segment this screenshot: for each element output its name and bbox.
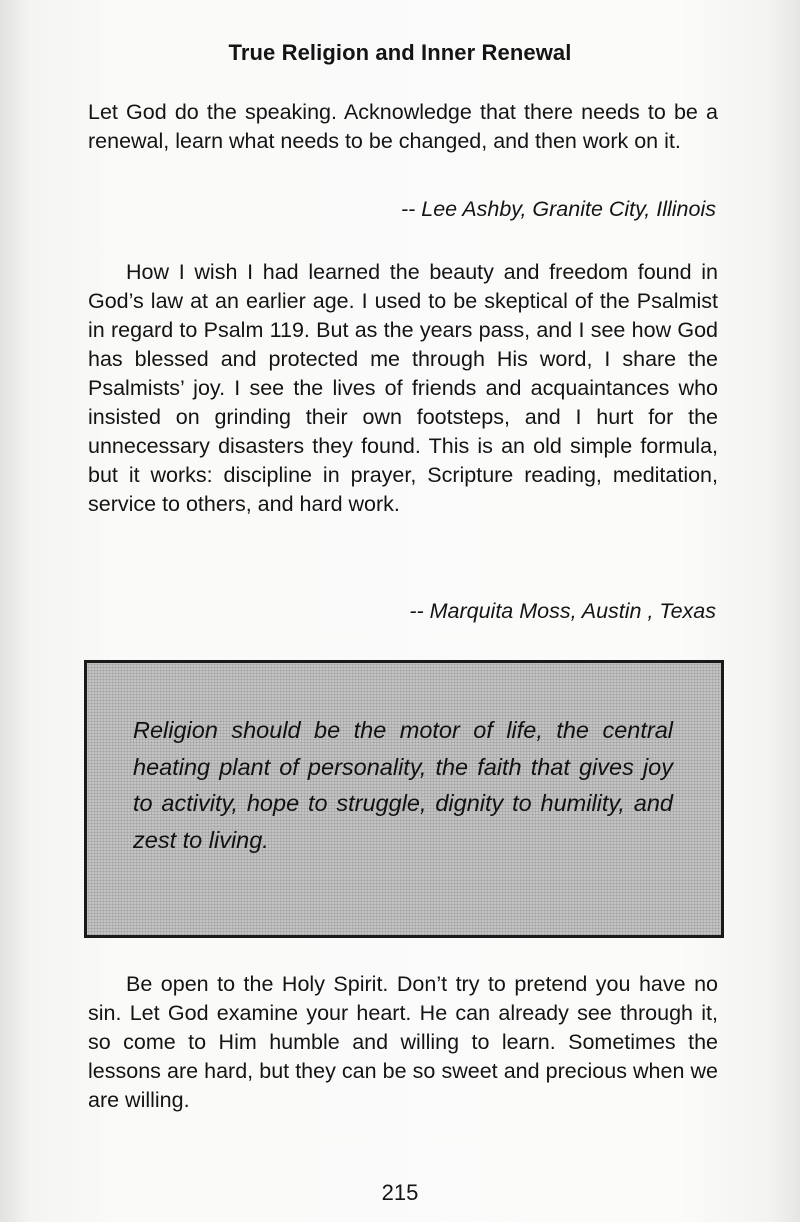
quote-text: Religion should be the motor of life, the central heating plant of personality, the faith that gives joy to activity, hope to struggle, dignity to humility, and zest to living. [133,717,673,853]
page-title: True Religion and Inner Renewal [228,40,572,65]
testimony-1 [88,98,718,156]
testimony-1-text: Let God do the speaking. Acknowledge that there needs to be a renewal, learn what needs to be changed, and then work on it. [88,100,718,153]
testimony-2 [88,258,718,519]
testimony-1-attribution: -- Lee Ashby, Granite City, Illinois [400,197,716,221]
testimony-2-text: How I wish I had learned the beauty and freedom found in God’s law at an earlier age. I used to be skeptical of the Psalmist in regard to Psalm 119. But as the years pass, and I see how God has blessed and protected me through His word, I share the Psalmists’ joy. I see the lives of friends and acquaintances who insisted on grinding their own footsteps, and I hurt for the unnecessary disasters they found. This is an old simple formula, but it works: discipline in prayer, Scripture reading, meditation, service to others, and hard work. [88,260,718,516]
closing-text: Be open to the Holy Spirit. Don’t try to pretend you have no sin. Let God examine your heart. He can already see through it, so come to Him humble and willing to learn. Sometimes the lessons are hard, but they can be so sweet and precious when we are willing. [88,972,718,1112]
quote-box [84,660,724,938]
closing-paragraph [88,970,718,1115]
page-number: 215 [381,1180,419,1205]
testimony-2-attribution: -- Marquita Moss, Austin , Texas [409,599,716,623]
